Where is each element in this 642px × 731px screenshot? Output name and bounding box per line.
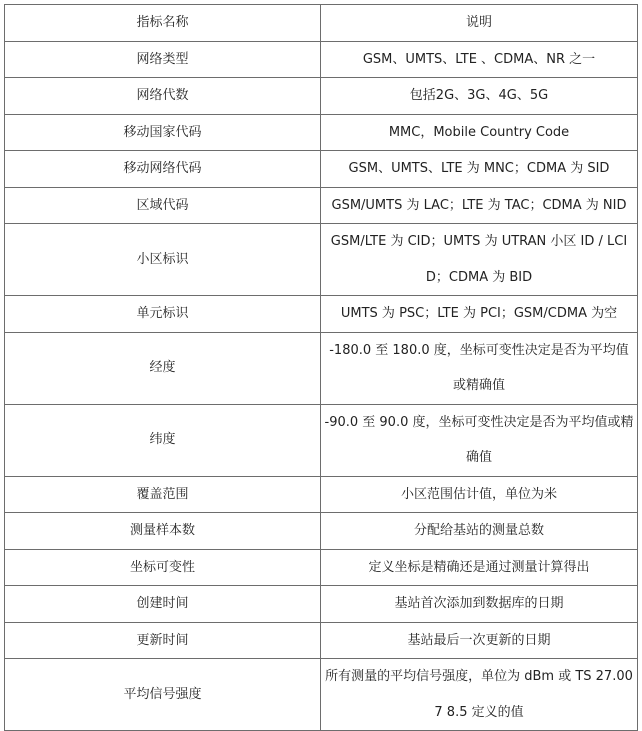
- table-row: [5, 151, 638, 188]
- indicator-desc-cell: -180.0 至 180.0 度，坐标可变性决定是否为平均值或精确值: [321, 332, 638, 404]
- indicator-name-cell: 纬度: [5, 404, 321, 476]
- indicator-name-cell: 经度: [5, 332, 321, 404]
- indicator-name-cell: 平均信号强度: [5, 659, 321, 731]
- indicator-desc-cell: MMC，Mobile Country Code: [321, 114, 638, 151]
- indicator-name-cell: 网络代数: [5, 78, 321, 115]
- indicator-desc-cell: GSM、UMTS、LTE 、CDMA、NR 之一: [321, 41, 638, 78]
- table-row: [5, 659, 638, 731]
- indicator-desc-cell: 基站首次添加到数据库的日期: [321, 586, 638, 623]
- indicator-desc-cell: GSM/LTE 为 CID；UMTS 为 UTRAN 小区 ID / LCID；CDMA 为 BID: [321, 224, 638, 296]
- indicator-table: [4, 4, 638, 731]
- table-row: [5, 549, 638, 586]
- indicator-desc-cell: GSM、UMTS、LTE 为 MNC；CDMA 为 SID: [321, 151, 638, 188]
- header-description: 说明: [321, 5, 638, 42]
- indicator-name-cell: 移动网络代码: [5, 151, 321, 188]
- table-header-row: [5, 5, 638, 42]
- header-indicator-name: 指标名称: [5, 5, 321, 42]
- table-row: [5, 513, 638, 550]
- table-row: [5, 404, 638, 476]
- indicator-name-cell: 网络类型: [5, 41, 321, 78]
- table-row: [5, 78, 638, 115]
- indicator-desc-cell: UMTS 为 PSC；LTE 为 PCI；GSM/CDMA 为空: [321, 296, 638, 333]
- indicator-name-cell: 区域代码: [5, 187, 321, 224]
- indicator-desc-cell: 基站最后一次更新的日期: [321, 622, 638, 659]
- indicator-name-cell: 创建时间: [5, 586, 321, 623]
- indicator-name-cell: 覆盖范围: [5, 476, 321, 513]
- table-row: [5, 586, 638, 623]
- table-row: [5, 622, 638, 659]
- indicator-desc-cell: 分配给基站的测量总数: [321, 513, 638, 550]
- indicator-desc-cell: GSM/UMTS 为 LAC；LTE 为 TAC；CDMA 为 NID: [321, 187, 638, 224]
- table-row: [5, 114, 638, 151]
- indicator-name-cell: 坐标可变性: [5, 549, 321, 586]
- indicator-desc-cell: 包括2G、3G、4G、5G: [321, 78, 638, 115]
- indicator-desc-cell: -90.0 至 90.0 度，坐标可变性决定是否为平均值或精确值: [321, 404, 638, 476]
- indicator-desc-cell: 定义坐标是精确还是通过测量计算得出: [321, 549, 638, 586]
- indicator-name-cell: 测量样本数: [5, 513, 321, 550]
- indicator-table-container: [4, 4, 637, 731]
- indicator-desc-cell: 小区范围估计值，单位为米: [321, 476, 638, 513]
- indicator-name-cell: 更新时间: [5, 622, 321, 659]
- indicator-desc-cell: 所有测量的平均信号强度，单位为 dBm 或 TS 27.007 8.5 定义的值: [321, 659, 638, 731]
- table-row: [5, 41, 638, 78]
- table-row: [5, 187, 638, 224]
- indicator-name-cell: 单元标识: [5, 296, 321, 333]
- table-row: [5, 224, 638, 296]
- table-row: [5, 296, 638, 333]
- table-row: [5, 332, 638, 404]
- indicator-name-cell: 移动国家代码: [5, 114, 321, 151]
- table-row: [5, 476, 638, 513]
- indicator-name-cell: 小区标识: [5, 224, 321, 296]
